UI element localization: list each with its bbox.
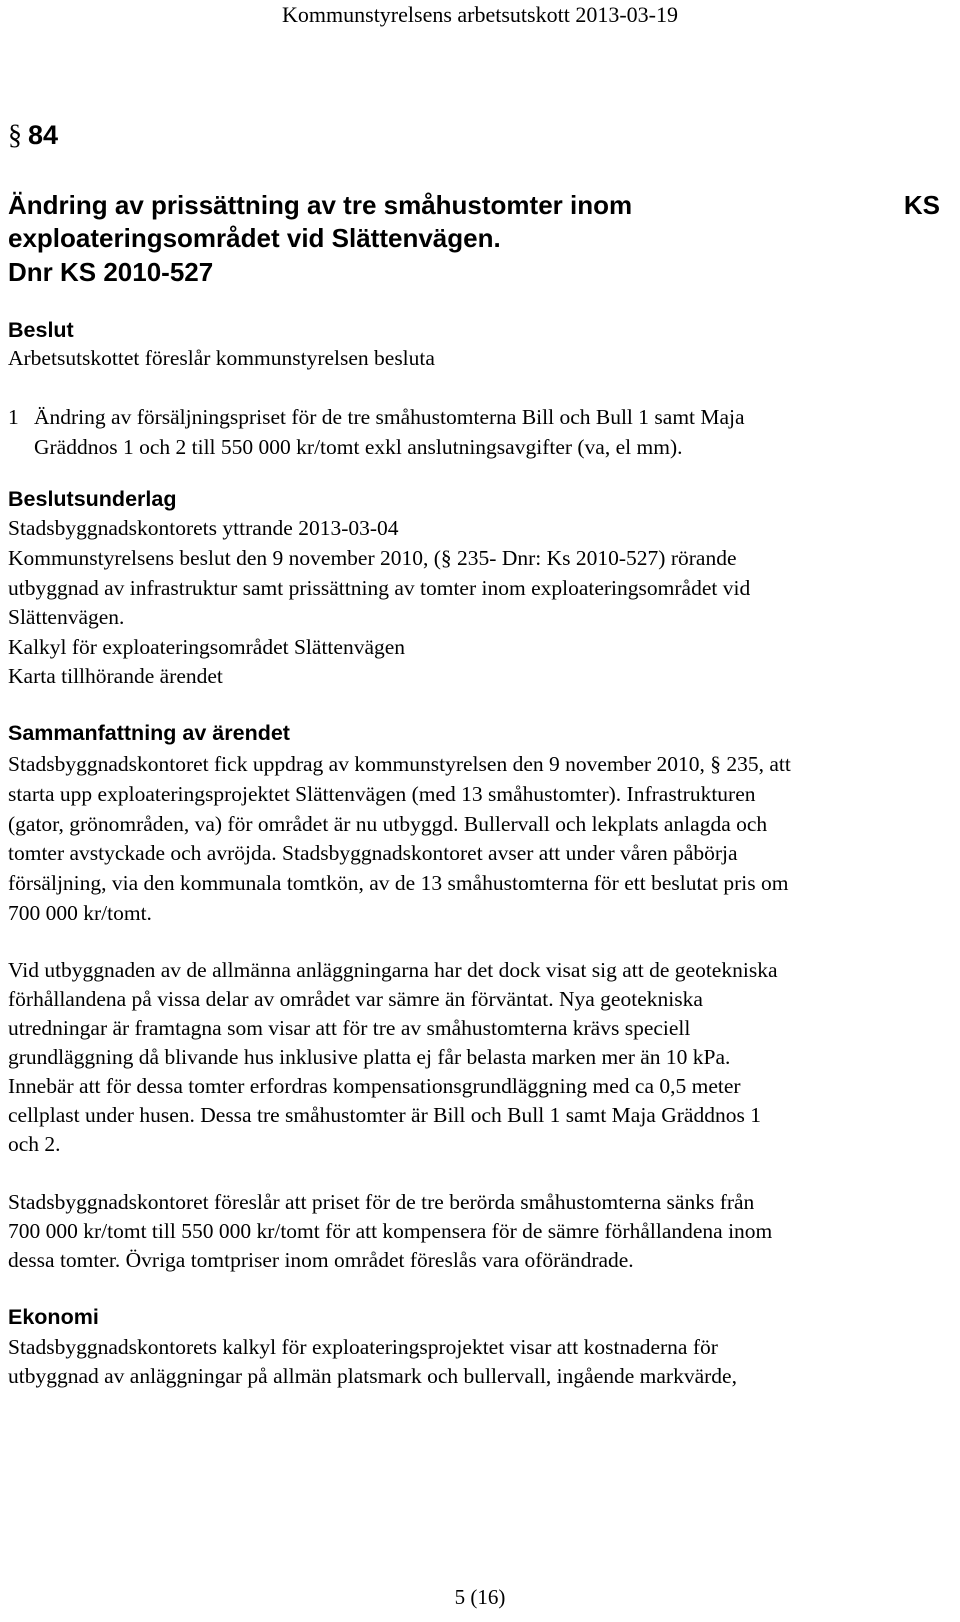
summary-line: Innebär att för dessa tomter erfordras kompensationsgrundläggning med ca 0,5 meter [8,1074,741,1098]
section-symbol: § [8,120,22,151]
summary-line: grundläggning då blivande hus inklusive platta ej får belasta marken mer än 10 kPa. [8,1045,731,1069]
summary-line: Stadsbyggnadskontoret fick uppdrag av kommunstyrelsen den 9 november 2010, § 235, att [8,752,791,776]
summary-line: Vid utbyggnaden av de allmänna anläggningarna har det dock visat sig att de geotekniska [8,958,778,982]
summary-line: 700 000 kr/tomt. [8,901,152,925]
summary-line: Stadsbyggnadskontoret föreslår att priset för de tre berörda småhustomterna sänks från [8,1190,755,1214]
heading-ekonomi: Ekonomi [8,1305,99,1329]
responsible-unit: KS [903,190,940,220]
underlag-line: Kalkyl för exploateringsområdet Slättenvägen [8,635,406,659]
summary-line: dessa tomter. Övriga tomtpriser inom området föreslås vara oförändrade. [8,1248,634,1272]
summary-line: cellplast under husen. Dessa tre småhustomter är Bill och Bull 1 samt Maja Gräddnos 1 [8,1103,761,1127]
beslut-item-line: Ändring av försäljningspriset för de tre småhustomterna Bill och Bull 1 samt Maja [34,405,745,429]
underlag-line: Kommunstyrelsens beslut den 9 november 2010, (§ 235- Dnr: Ks 2010-527) rörande [8,546,737,570]
ekonomi-line: Stadsbyggnadskontorets kalkyl för exploateringsprojektet visar att kostnaderna för [8,1335,718,1359]
underlag-line: utbyggnad av infrastruktur samt prissättning av tomter inom exploateringsområdet vid [8,576,751,600]
heading-beslut: Beslut [8,318,74,342]
title-dnr: Dnr KS 2010-527 [8,257,214,287]
summary-line: utredningar är framtagna som visar att för tre av småhustomterna krävs speciell [8,1016,691,1040]
page-header: Kommunstyrelsens arbetsutskott 2013-03-19 [282,2,678,27]
summary-line: 700 000 kr/tomt till 550 000 kr/tomt för att kompensera för de sämre förhållandena inom [8,1219,773,1243]
summary-line: (gator, grönområden, va) för området är nu utbyggd. Bullervall och lekplats anlagda och [8,812,768,836]
beslut-intro: Arbetsutskottet föreslår kommunstyrelsen besluta [8,346,435,370]
underlag-line: Slättenvägen. [8,605,125,629]
heading-beslutsunderlag: Beslutsunderlag [8,487,177,511]
title-line-1: Ändring av prissättning av tre småhustomter inom [8,190,633,220]
page-number: 5 (16) [454,1585,506,1609]
summary-line: starta upp exploateringsprojektet Slättenvägen (med 13 småhustomter). Infrastrukturen [8,782,756,806]
summary-line: förhållandena på vissa delar av området var sämre än förväntat. Nya geotekniska [8,987,703,1011]
heading-sammanfattning: Sammanfattning av ärendet [8,721,290,745]
summary-line: och 2. [8,1132,61,1156]
summary-line: försäljning, via den kommunala tomtkön, av de 13 småhustomterna för ett beslutat pris om [8,871,789,895]
paragraph-number-value: 84 [28,120,59,150]
beslut-item-number: 1 [8,405,19,429]
beslut-item-line: Gräddnos 1 och 2 till 550 000 kr/tomt exkl anslutningsavgifter (va, el mm). [34,435,683,459]
ekonomi-line: utbyggnad av anläggningar på allmän platsmark och bullervall, ingående markvärde, [8,1364,737,1388]
underlag-line: Karta tillhörande ärendet [8,664,223,688]
underlag-line: Stadsbyggnadskontorets yttrande 2013-03-04 [8,516,399,540]
title-line-2: exploateringsområdet vid Slättenvägen. [8,223,501,253]
summary-line: tomter avstyckade och avröjda. Stadsbyggnadskontoret avser att under våren påbörja [8,841,738,865]
paragraph-number [8,118,58,153]
